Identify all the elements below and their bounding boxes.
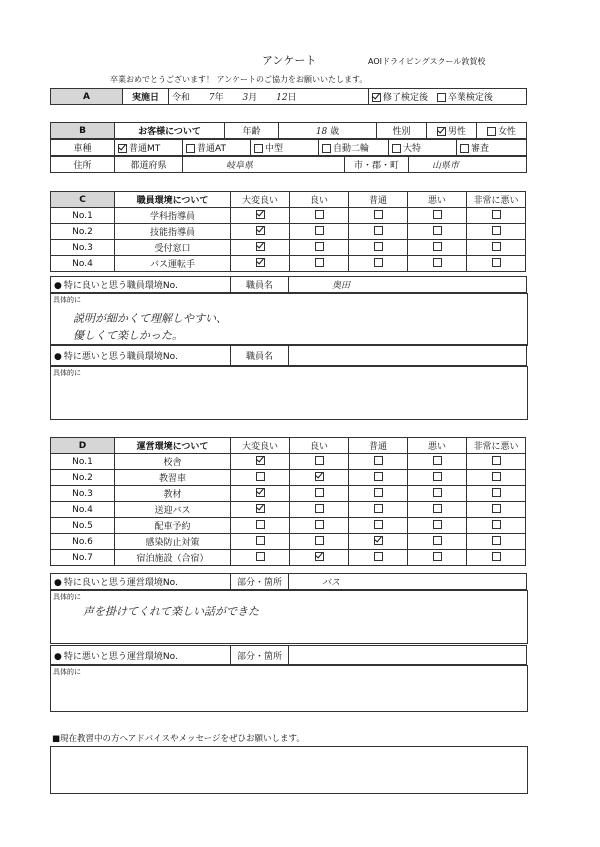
rating-cell[interactable] xyxy=(408,208,467,224)
section-b-letter: B xyxy=(51,123,115,139)
rating-cell[interactable] xyxy=(467,256,526,272)
detail-label: 具体的に xyxy=(53,296,81,304)
rating-cell[interactable] xyxy=(467,208,526,224)
rating-checkbox[interactable] xyxy=(256,226,265,235)
ops-good-label: ● 特に良いと思う運営環境No. xyxy=(51,574,231,590)
rating-checkbox[interactable] xyxy=(492,258,501,267)
rating-checkbox[interactable] xyxy=(492,504,501,513)
row-number: No.3 xyxy=(51,486,115,502)
rating-cell[interactable] xyxy=(408,486,467,502)
rating-cell[interactable] xyxy=(231,256,290,272)
rating-cell[interactable] xyxy=(290,256,349,272)
rating-checkbox[interactable] xyxy=(256,258,265,267)
male-checkbox[interactable] xyxy=(437,127,446,136)
month-unit: 月 xyxy=(248,93,258,103)
ops-good-comment: 声を掛けてくれて楽しい話ができた xyxy=(83,605,259,618)
rating-checkbox[interactable] xyxy=(492,488,501,497)
rating-cell[interactable] xyxy=(408,240,467,256)
rating-checkbox[interactable] xyxy=(433,456,442,465)
rating-checkbox[interactable] xyxy=(374,520,383,529)
female-label: 女性 xyxy=(497,127,516,137)
rating-cell[interactable] xyxy=(290,534,349,550)
row-number: No.4 xyxy=(51,502,115,518)
rating-cell[interactable] xyxy=(467,518,526,534)
ops-bad-detail-box[interactable] xyxy=(50,665,528,712)
rating-checkbox[interactable] xyxy=(433,536,442,545)
rating-checkbox[interactable] xyxy=(433,520,442,529)
rating-cell[interactable] xyxy=(349,534,408,550)
rating-cell[interactable] xyxy=(231,470,290,486)
staff-good-comment-1: 説明が細かくて理解しやすい、 xyxy=(73,312,227,325)
staff-name-label: 職員名 xyxy=(231,277,289,293)
rating-cell[interactable] xyxy=(467,454,526,470)
address-label: 住所 xyxy=(51,157,115,173)
rating-checkbox[interactable] xyxy=(315,226,324,235)
rating-checkbox[interactable] xyxy=(315,488,324,497)
rating-cell[interactable] xyxy=(349,502,408,518)
staff-rating-header: 大変良い xyxy=(231,192,290,208)
row-item: 受付窓口 xyxy=(115,240,231,256)
rating-checkbox[interactable] xyxy=(374,210,383,219)
table-row xyxy=(51,454,526,470)
rating-checkbox[interactable] xyxy=(492,536,501,545)
table-row xyxy=(51,208,526,224)
male-label: 男性 xyxy=(447,127,466,137)
table-row xyxy=(51,240,526,256)
rating-cell[interactable] xyxy=(408,470,467,486)
rating-cell[interactable] xyxy=(231,534,290,550)
rating-cell[interactable] xyxy=(290,470,349,486)
rating-cell[interactable] xyxy=(231,550,290,566)
ops-env-label: 運営環境について xyxy=(115,438,231,454)
car-label: 車種 xyxy=(51,140,115,156)
rating-checkbox[interactable] xyxy=(492,520,501,529)
rating-cell[interactable] xyxy=(467,550,526,566)
rating-cell[interactable] xyxy=(231,518,290,534)
table-row xyxy=(51,486,526,502)
rating-cell[interactable] xyxy=(467,502,526,518)
rating-checkbox[interactable] xyxy=(315,520,324,529)
rating-checkbox[interactable] xyxy=(374,488,383,497)
year-unit: 年 xyxy=(214,93,224,103)
rating-cell[interactable] xyxy=(290,550,349,566)
rating-checkbox[interactable] xyxy=(433,488,442,497)
car-type-table xyxy=(50,139,527,156)
place-field[interactable] xyxy=(289,574,527,590)
table-row xyxy=(51,470,526,486)
rating-checkbox[interactable] xyxy=(374,536,383,545)
opt2-label: 卒業検定後 xyxy=(447,93,493,103)
rating-checkbox[interactable] xyxy=(374,456,383,465)
male-option[interactable] xyxy=(427,123,477,139)
table-row xyxy=(51,518,526,534)
car-option-4[interactable] xyxy=(389,140,457,156)
ops-rating-header: 普通 xyxy=(349,438,408,454)
car-option-2[interactable] xyxy=(251,140,319,156)
rating-cell[interactable] xyxy=(349,256,408,272)
rating-cell[interactable] xyxy=(467,486,526,502)
detail-label: 具体的に xyxy=(53,369,81,377)
prefecture-value: 岐阜県 xyxy=(226,161,254,171)
section-c-table xyxy=(50,191,526,272)
day-value: 12 xyxy=(276,93,288,103)
rating-cell[interactable] xyxy=(408,550,467,566)
car-checkbox[interactable] xyxy=(392,144,401,153)
car-option-label: 普通MT xyxy=(129,144,161,154)
rating-checkbox[interactable] xyxy=(374,552,383,561)
female-option[interactable] xyxy=(477,123,527,139)
car-option-3[interactable] xyxy=(319,140,389,156)
car-option-label: 審査 xyxy=(471,144,490,154)
day-unit: 日 xyxy=(287,93,297,103)
place-label: 部分・箇所 xyxy=(231,574,289,590)
staff-bad-label: ● 特に悪いと思う職員環境No. xyxy=(51,345,231,366)
detail-label: 具体的に xyxy=(53,593,81,601)
car-option-label: 大特 xyxy=(403,144,422,154)
staff-good-label: ● 特に良いと思う職員環境No. xyxy=(51,277,231,293)
rating-checkbox[interactable] xyxy=(256,210,265,219)
staff-rating-header: 非常に悪い xyxy=(467,192,526,208)
car-checkbox[interactable] xyxy=(186,144,195,153)
rating-cell[interactable] xyxy=(290,454,349,470)
staff-bad-detail-box[interactable] xyxy=(50,366,528,420)
rating-checkbox[interactable] xyxy=(315,210,324,219)
car-option-label: 普通AT xyxy=(197,144,226,154)
row-number: No.7 xyxy=(51,550,115,566)
rating-cell[interactable] xyxy=(408,224,467,240)
row-number: No.2 xyxy=(51,224,115,240)
sex-label: 性別 xyxy=(377,123,427,139)
opt1-checkbox[interactable] xyxy=(372,93,381,102)
date-field[interactable] xyxy=(169,89,369,105)
row-item: 学科指導員 xyxy=(115,208,231,224)
table-row xyxy=(51,502,526,518)
rating-cell[interactable] xyxy=(231,486,290,502)
rating-cell[interactable] xyxy=(349,486,408,502)
age-value: 18 xyxy=(315,127,328,137)
ops-rating-header: 悪い xyxy=(408,438,467,454)
rating-cell[interactable] xyxy=(231,502,290,518)
rating-cell[interactable] xyxy=(290,518,349,534)
car-checkbox[interactable] xyxy=(118,144,127,153)
rating-checkbox[interactable] xyxy=(256,520,265,529)
rating-checkbox[interactable] xyxy=(374,504,383,513)
row-number: No.6 xyxy=(51,534,115,550)
rating-checkbox[interactable] xyxy=(433,226,442,235)
female-checkbox[interactable] xyxy=(487,127,496,136)
ops-bad-table xyxy=(50,645,527,665)
rating-checkbox[interactable] xyxy=(433,210,442,219)
rating-checkbox[interactable] xyxy=(315,472,324,481)
row-item: 教材 xyxy=(115,486,231,502)
opt1-label: 修了検定後 xyxy=(383,93,429,103)
ops-rating-header: 非常に悪い xyxy=(467,438,526,454)
rating-checkbox[interactable] xyxy=(256,552,265,561)
rating-checkbox[interactable] xyxy=(315,242,324,251)
rating-checkbox[interactable] xyxy=(315,504,324,513)
rating-checkbox[interactable] xyxy=(256,456,265,465)
intro-text: 卒業おめでとうございます！ アンケートのご協力をお願いいたします。 xyxy=(110,75,368,84)
ops-bad-label: ● 特に悪いと思う運営環境No. xyxy=(51,646,231,665)
rating-checkbox[interactable] xyxy=(433,504,442,513)
staff-bad-table xyxy=(50,344,527,366)
row-number: No.4 xyxy=(51,256,115,272)
exam-type-field xyxy=(369,89,527,105)
page-title: アンケート xyxy=(262,54,317,67)
rating-checkbox[interactable] xyxy=(315,456,324,465)
rating-cell[interactable] xyxy=(231,454,290,470)
rating-cell[interactable] xyxy=(349,240,408,256)
row-item: 技能指導員 xyxy=(115,224,231,240)
advice-box[interactable] xyxy=(50,746,528,794)
staff-name-value: 奥田 xyxy=(332,281,351,291)
row-item: 配車予約 xyxy=(115,518,231,534)
date-label: 実施日 xyxy=(123,89,169,105)
customer-label: お客様について xyxy=(115,123,225,139)
row-number: No.1 xyxy=(51,454,115,470)
rating-cell[interactable] xyxy=(467,240,526,256)
table-row xyxy=(51,224,526,240)
rating-checkbox[interactable] xyxy=(374,226,383,235)
staff-good-detail-box[interactable] xyxy=(50,293,528,346)
rating-cell[interactable] xyxy=(408,534,467,550)
car-option-5[interactable] xyxy=(457,140,527,156)
section-a-letter: A xyxy=(51,89,123,105)
rating-checkbox[interactable] xyxy=(256,504,265,513)
table-row xyxy=(51,550,526,566)
rating-cell[interactable] xyxy=(408,518,467,534)
opt2-checkbox[interactable] xyxy=(437,93,446,102)
section-b-table xyxy=(50,122,527,139)
rating-cell[interactable] xyxy=(467,534,526,550)
rating-checkbox[interactable] xyxy=(315,258,324,267)
rating-checkbox[interactable] xyxy=(256,488,265,497)
ops-rating-header: 大変良い xyxy=(231,438,290,454)
rating-checkbox[interactable] xyxy=(492,210,501,219)
rating-cell[interactable] xyxy=(290,208,349,224)
section-c-letter: C xyxy=(51,192,115,208)
rating-checkbox[interactable] xyxy=(256,472,265,481)
row-number: No.1 xyxy=(51,208,115,224)
age-unit: 歳 xyxy=(330,127,340,137)
bad-place-label: 部分・箇所 xyxy=(231,646,289,665)
rating-checkbox[interactable] xyxy=(256,242,265,251)
city-label: 市・郡・町 xyxy=(345,157,409,173)
detail-label: 具体的に xyxy=(53,668,81,676)
ops-good-table xyxy=(50,573,527,590)
rating-cell[interactable] xyxy=(349,550,408,566)
rating-checkbox[interactable] xyxy=(433,242,442,251)
month-value: 3 xyxy=(242,93,249,103)
row-number: No.3 xyxy=(51,240,115,256)
rating-cell[interactable] xyxy=(290,224,349,240)
era: 令和 xyxy=(172,93,191,103)
city-value: 山県市 xyxy=(432,161,460,171)
age-field[interactable] xyxy=(279,123,377,139)
rating-cell[interactable] xyxy=(349,454,408,470)
row-item: 宿泊施設（合宿） xyxy=(115,550,231,566)
rating-cell[interactable] xyxy=(290,502,349,518)
rating-checkbox[interactable] xyxy=(433,552,442,561)
row-item: 送迎バス xyxy=(115,502,231,518)
staff-good-table xyxy=(50,276,527,293)
rating-checkbox[interactable] xyxy=(492,456,501,465)
ops-good-detail-box[interactable] xyxy=(50,590,528,644)
rating-cell[interactable] xyxy=(231,208,290,224)
rating-checkbox[interactable] xyxy=(492,552,501,561)
row-item: 感染防止対策 xyxy=(115,534,231,550)
row-number: No.5 xyxy=(51,518,115,534)
ops-rating-header: 良い xyxy=(290,438,349,454)
rating-cell[interactable] xyxy=(408,502,467,518)
rating-checkbox[interactable] xyxy=(315,552,324,561)
rating-checkbox[interactable] xyxy=(374,258,383,267)
staff-name-field[interactable] xyxy=(289,277,527,293)
rating-cell[interactable] xyxy=(467,470,526,486)
rating-checkbox[interactable] xyxy=(256,536,265,545)
car-option-0[interactable] xyxy=(115,140,183,156)
staff-good-comment-2: 優しくて楽しかった。 xyxy=(73,329,183,342)
row-item: バス運転手 xyxy=(115,256,231,272)
table-row xyxy=(51,256,526,272)
school-name: AOIドライビングスクール敦賀校 xyxy=(368,57,486,66)
staff-rating-header: 悪い xyxy=(408,192,467,208)
rating-checkbox[interactable] xyxy=(492,472,501,481)
rating-checkbox[interactable] xyxy=(492,226,501,235)
car-option-label: 中型 xyxy=(265,144,284,154)
rating-cell[interactable] xyxy=(290,486,349,502)
bad-place-field[interactable] xyxy=(289,646,527,665)
car-checkbox[interactable] xyxy=(254,144,263,153)
rating-cell[interactable] xyxy=(349,208,408,224)
row-item: 校舎 xyxy=(115,454,231,470)
rating-checkbox[interactable] xyxy=(374,242,383,251)
address-table xyxy=(50,156,527,173)
age-label: 年齢 xyxy=(225,123,279,139)
rating-checkbox[interactable] xyxy=(374,472,383,481)
car-checkbox[interactable] xyxy=(322,144,331,153)
rating-checkbox[interactable] xyxy=(315,536,324,545)
rating-cell[interactable] xyxy=(349,470,408,486)
rating-checkbox[interactable] xyxy=(433,258,442,267)
staff-bad-name-field[interactable] xyxy=(289,345,527,366)
rating-cell[interactable] xyxy=(231,224,290,240)
car-option-1[interactable] xyxy=(183,140,251,156)
car-checkbox[interactable] xyxy=(460,144,469,153)
rating-cell[interactable] xyxy=(408,256,467,272)
staff-rating-header: 普通 xyxy=(349,192,408,208)
section-d-table xyxy=(50,437,526,566)
prefecture-label: 都道府県 xyxy=(115,157,183,173)
rating-checkbox[interactable] xyxy=(492,242,501,251)
row-item: 教習車 xyxy=(115,470,231,486)
rating-checkbox[interactable] xyxy=(433,472,442,481)
place-value: バス xyxy=(322,578,341,588)
rating-cell[interactable] xyxy=(349,224,408,240)
row-number: No.2 xyxy=(51,470,115,486)
table-row xyxy=(51,534,526,550)
staff-bad-name-label: 職員名 xyxy=(231,345,289,366)
rating-cell[interactable] xyxy=(349,518,408,534)
prefecture-field[interactable] xyxy=(183,157,345,173)
staff-env-label: 職員環境について xyxy=(115,192,231,208)
city-field[interactable] xyxy=(409,157,527,173)
staff-rating-header: 良い xyxy=(290,192,349,208)
rating-cell[interactable] xyxy=(467,224,526,240)
rating-cell[interactable] xyxy=(231,240,290,256)
rating-cell[interactable] xyxy=(408,454,467,470)
advice-label: ■現在教習中の方へアドバイスやメッセージをぜひお願いします。 xyxy=(52,734,305,744)
rating-cell[interactable] xyxy=(290,240,349,256)
section-d-letter: D xyxy=(51,438,115,454)
year-value: 7 xyxy=(208,93,215,103)
section-a-table xyxy=(50,88,527,105)
car-option-label: 自動二輪 xyxy=(333,144,370,154)
